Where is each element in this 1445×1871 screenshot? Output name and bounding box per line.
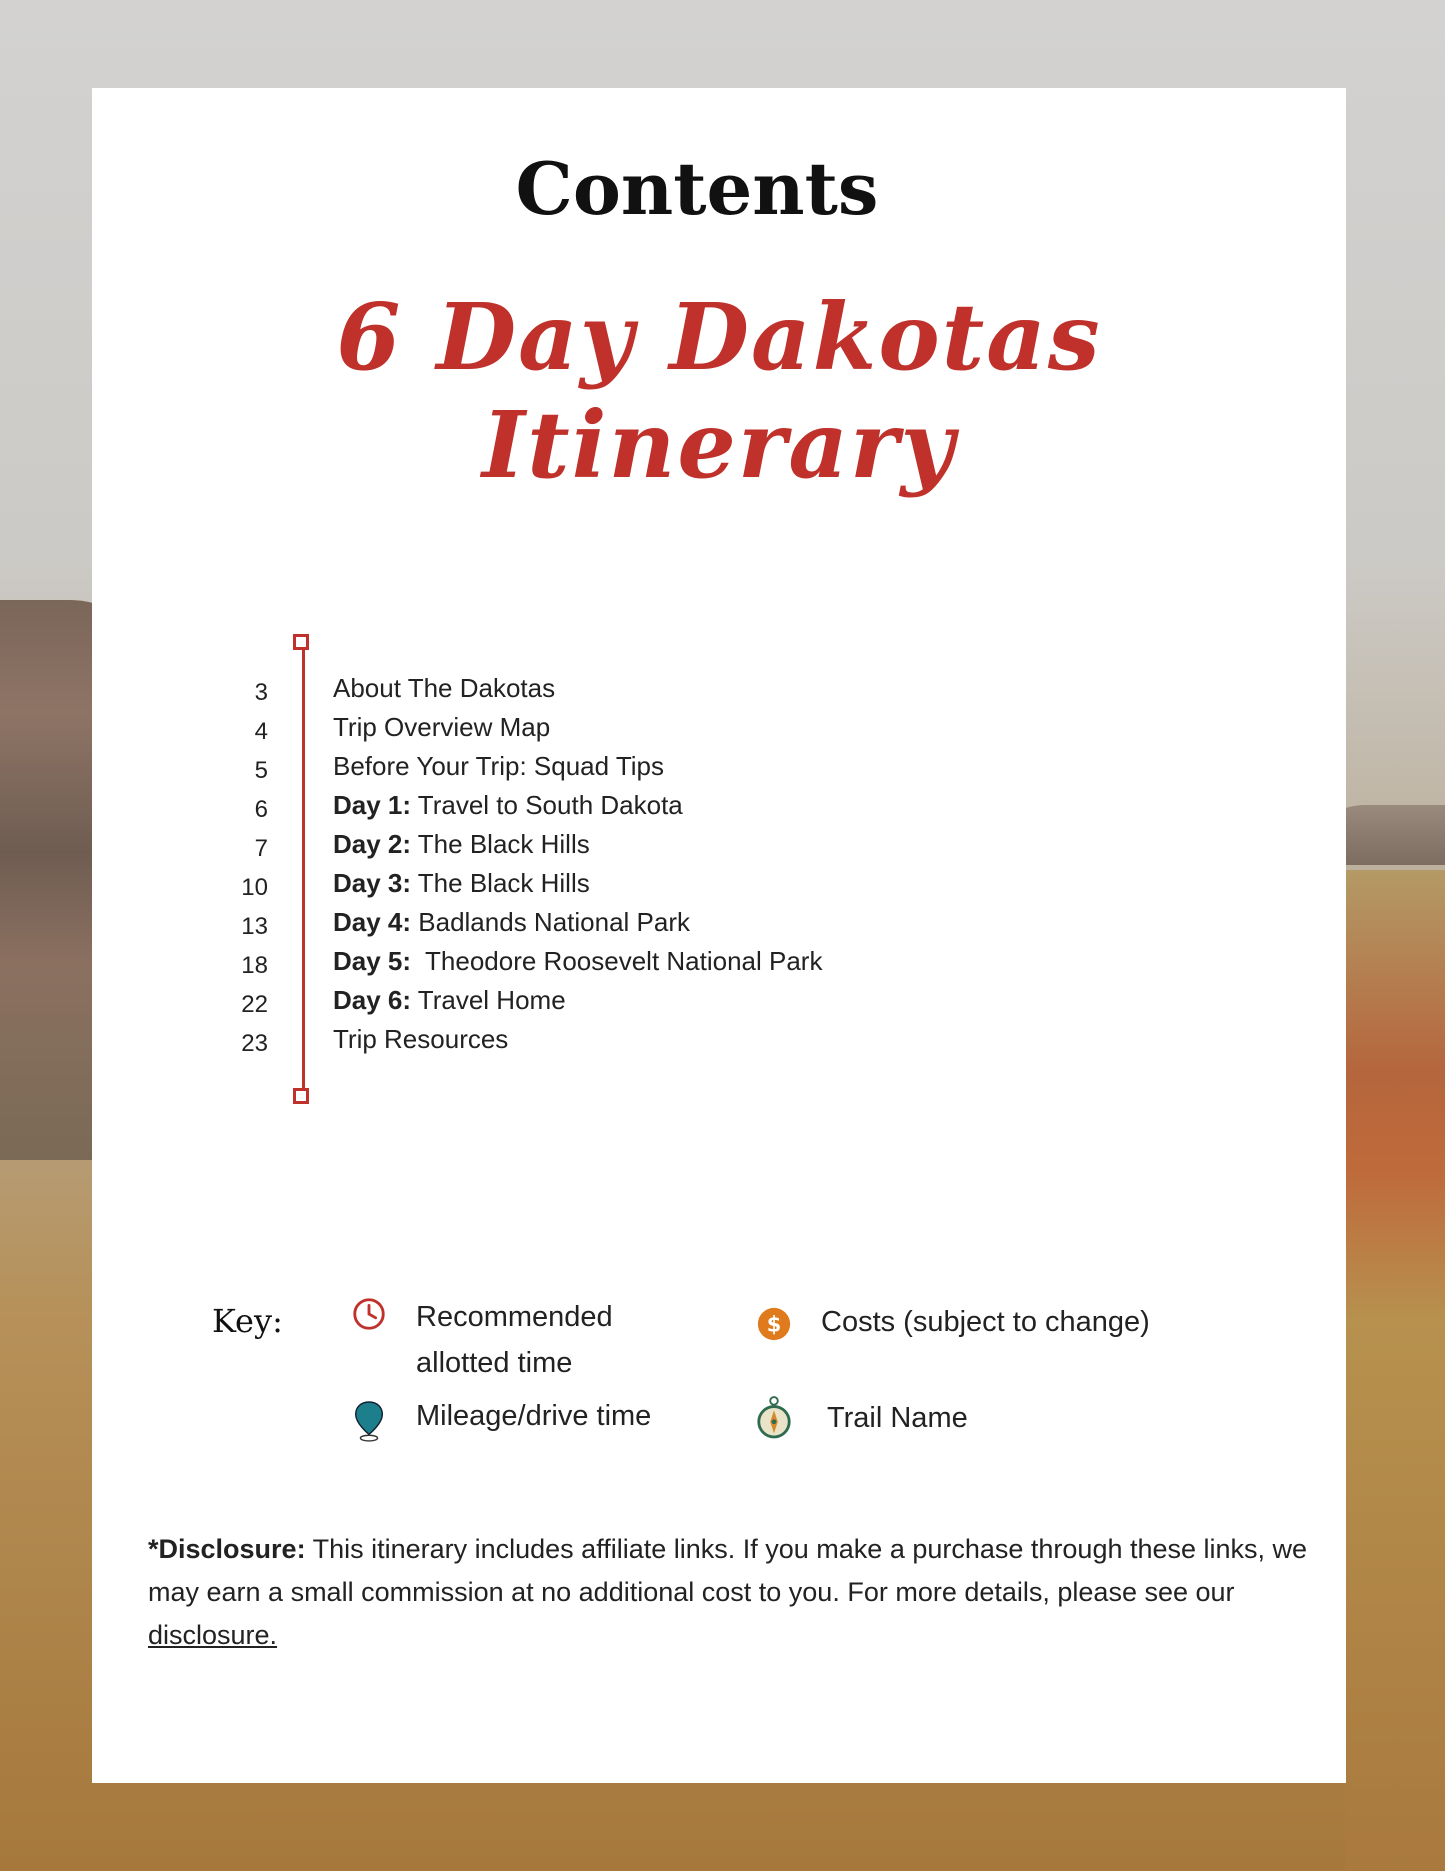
toc-entry-text: Before Your Trip: Squad Tips	[333, 751, 664, 781]
toc-page-number: 13	[241, 913, 268, 940]
page-title: Contents	[515, 146, 879, 231]
toc-entry-text: Day 1: Travel to South Dakota	[333, 790, 683, 820]
toc-item[interactable]	[92, 710, 992, 749]
toc-day-label: Day 6:	[333, 985, 412, 1015]
key-label: Key:	[212, 1302, 283, 1340]
clock-icon	[350, 1294, 388, 1334]
toc-item[interactable]	[92, 983, 992, 1022]
toc-timeline-start-marker	[293, 634, 309, 650]
toc-day-label: Day 4:	[333, 907, 412, 937]
background-grass-right	[1345, 870, 1445, 1870]
toc-day-label: Day 3:	[333, 868, 412, 898]
toc-entry-text: Day 2: The Black Hills	[333, 829, 590, 859]
toc-item[interactable]	[92, 866, 992, 905]
toc-page-number: 7	[254, 835, 268, 862]
key-mileage-text: Mileage/drive time	[416, 1400, 652, 1432]
key-item-mileage	[350, 1398, 651, 1444]
table-of-contents	[92, 671, 992, 1061]
toc-item[interactable]	[92, 905, 992, 944]
toc-page-number: 3	[254, 679, 268, 706]
contents-card	[92, 88, 1346, 1783]
disclosure-label: *Disclosure:	[148, 1534, 306, 1564]
toc-page-number: 23	[241, 1030, 268, 1057]
key-item-allotted-time	[350, 1294, 613, 1386]
toc-day-label: Day 5:	[333, 946, 412, 976]
toc-entry-text: About The Dakotas	[333, 673, 556, 703]
toc-item[interactable]	[92, 671, 992, 710]
key-item-costs	[755, 1304, 1150, 1344]
key-allotted-time-text: Recommended allotted time	[416, 1301, 613, 1379]
toc-entry-text: Day 3: The Black Hills	[333, 868, 590, 898]
map-pin-icon	[350, 1398, 388, 1444]
toc-entry-text: Trip Resources	[333, 1024, 509, 1054]
disclosure-link[interactable]: disclosure.	[148, 1620, 278, 1650]
compass-icon	[755, 1393, 793, 1443]
disclosure-paragraph	[148, 1528, 1308, 1657]
toc-page-number: 22	[241, 991, 268, 1018]
toc-entry-text: Day 6: Travel Home	[333, 985, 566, 1015]
toc-item[interactable]	[92, 944, 992, 983]
toc-day-label: Day 2:	[333, 829, 412, 859]
itinerary-subtitle: 6 Day Dakotas Itinerary	[336, 283, 1102, 499]
toc-item[interactable]	[92, 827, 992, 866]
dollar-icon	[755, 1304, 793, 1344]
svg-text:$: $	[766, 1312, 782, 1337]
disclosure-text: This itinerary includes affiliate links. If you make a purchase through these links, we may earn a small commission at no additional cost to you. For more details, please see our	[148, 1534, 1308, 1607]
toc-page-number: 6	[254, 796, 268, 823]
toc-page-number: 5	[254, 757, 268, 784]
toc-page-number: 4	[254, 718, 268, 745]
toc-page-number: 18	[241, 952, 268, 979]
toc-item[interactable]	[92, 749, 992, 788]
toc-item[interactable]	[92, 788, 992, 827]
toc-day-label: Day 1:	[333, 790, 412, 820]
key-trail-name-text: Trail Name	[827, 1402, 968, 1434]
toc-page-number: 10	[241, 874, 268, 901]
key-costs-text: Costs (subject to change)	[821, 1306, 1150, 1338]
key-item-trail-name	[755, 1393, 968, 1443]
toc-timeline-end-marker	[293, 1088, 309, 1104]
toc-item[interactable]	[92, 1022, 992, 1061]
toc-entry-text: Trip Overview Map	[333, 712, 551, 742]
toc-entry-text: Day 4: Badlands National Park	[333, 907, 690, 937]
toc-entry-text: Day 5: Theodore Roosevelt National Park	[333, 946, 823, 976]
